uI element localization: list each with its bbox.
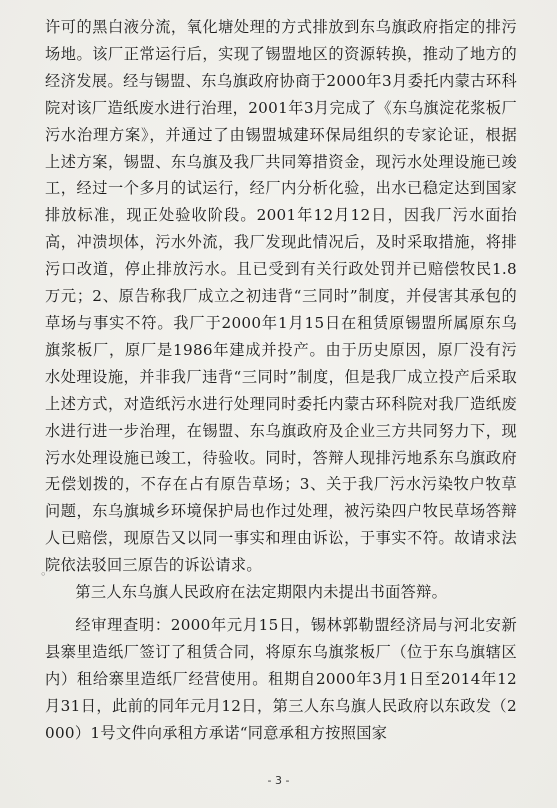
paragraph-2: 第三人东乌旗人民政府在法定期限内未提出书面答辩。: [75, 583, 448, 602]
margin-mark: ◦: [40, 568, 47, 581]
paragraph-1: 许可的黑白液分流，氧化塘处理的方式排放到东乌旗政府指定的排污场地。该厂正常运行后，实现了锡盟地区的资源转换，推动了地方的经济发展。经与锡盟、东乌旗政府协商于2000年3月委托内蒙古环科院对该厂造纸废水进行治理，2001年3月完成了《东乌旗淀花浆板厂污水治理方案》，并通过了由锡盟城建环保局组织的专家论证，根据上述方案，锡盟、东乌旗及我厂共同筹措资金，现污水处理设施已竣工，经过一个多月的试运行，经厂内分析化验，出水已稳定达到国家排放标准，现正处验收阶段。2001年12月12日，因我厂污水面抬高，冲溃坝体，污水外流，我厂发现此情况后，及时采取措施，将排污口改道，停止排放污水。且已受到有关行政处罚并已赔偿牧民1.8万元；2、原告称我厂成立之初违背“三同时”制度，并侵害其承包的草场与事实不符。我厂于2000年1月15日在租赁原锡盟所属原东乌旗浆板厂，原厂是1986年建成并投产。由于历史原因，原厂没有污水处理设施，并非我厂违背“三同时”制度，但是我厂成立投产后采取上述方式，对造纸污水进行处理同时委托内蒙古环科院对我厂造纸废水进行进一步治理，在锡盟、东乌旗政府及企业三方共同努力下，现污水处理设施已竣工，待验收。同时，答辩人现排污地系东乌旗政府无偿划拨的，不存在占有原告草场；3、关于我厂污水污染牧户牧草问题，东乌旗城乡环境保护局也作过处理，被污染四户牧民草场答辩人已赔偿，现原告又以同一事实和理由诉讼，于事实不符。故请求法院依法驳回三原告的诉讼请求。: [45, 18, 517, 575]
paragraph-3: 经审理查明：2000年元月15日，锡林郭勒盟经济局与河北安新县寨里造纸厂签订了租赁合同，将原东乌旗浆板厂（位于东乌旗辖区内）租给寨里造纸厂经营使用。租期自2000年3月1日至2014年12月31日，此前的同年元月12日，第三人东乌旗人民政府以东政发（2000）1号文件向承租方承诺“同意承租方按照国家: [45, 615, 517, 742]
page-number: - 3 -: [267, 774, 290, 787]
